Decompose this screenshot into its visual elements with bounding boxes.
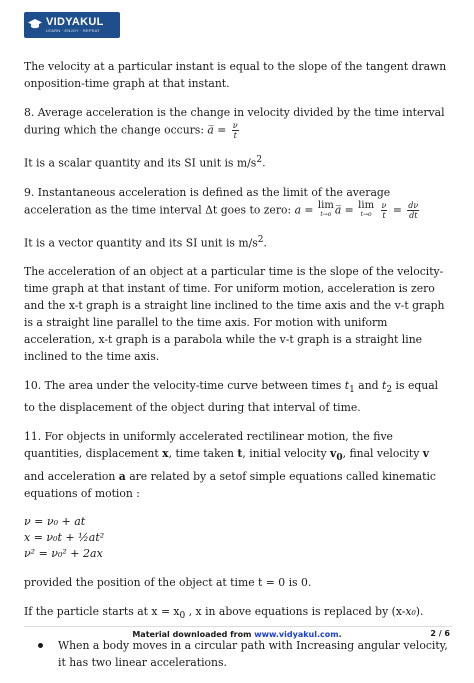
- bold-v0-subscript: 0: [336, 453, 343, 464]
- formula-abar-equals: a̅ =: [334, 203, 354, 217]
- page-number: 2 / 6: [430, 629, 450, 638]
- paragraph-scalar-unit: [24, 152, 452, 172]
- limit-operator: [318, 201, 334, 219]
- paragraph-velocity-slope: The velocity at a particular instant is equal to the slope of the tangent drawn onposition-time graph at that instant.: [24, 60, 447, 90]
- area-text-a: 10. The area under the velocity-time curve between times: [24, 379, 345, 393]
- fraction-v-over-t: [381, 201, 388, 220]
- fraction-denominator: t: [233, 131, 237, 140]
- footer-prefix: Material downloaded from: [132, 630, 255, 639]
- fraction-numerator: ν: [381, 200, 387, 210]
- bold-x: x: [162, 447, 169, 461]
- brand-name: VIDYAKUL: [46, 16, 104, 28]
- variable-t1: t: [344, 379, 350, 393]
- vector-unit-text: It is a vector quantity and its SI unit is m/s: [24, 236, 258, 250]
- subscript-0: 0: [179, 610, 186, 621]
- equation-3: ν² = ν₀² + 2ax: [24, 546, 103, 560]
- fraction-numerator: ν: [232, 121, 238, 130]
- kinematic-equations: [24, 514, 452, 562]
- subscript-1: 1: [349, 385, 355, 396]
- kinematic-text-d: , final velocity: [342, 447, 423, 461]
- subscript-2: 2: [386, 385, 393, 396]
- bullet-dot-icon: [38, 643, 43, 648]
- formula-abar: a̅ =: [207, 123, 230, 137]
- equation-2: x = ν₀t + ½at²: [24, 530, 105, 544]
- scalar-unit-text: It is a scalar quantity and its SI unit is m/s: [24, 156, 257, 170]
- period: .: [262, 156, 266, 170]
- particle-text-c: ).: [415, 604, 424, 618]
- bold-a: a: [118, 469, 126, 483]
- average-acceleration-text: 8. Average acceleration is the change in velocity divided by the time interval during which the change occurs:: [24, 106, 445, 137]
- bold-v0: v: [330, 447, 337, 461]
- bullet-text: When a body moves in a circular path with Increasing angular velocity, it has two linear accelerations.: [58, 638, 448, 669]
- paragraph-kinematic-intro: [24, 428, 452, 501]
- footer-link[interactable]: www.vidyakul.com: [254, 630, 339, 639]
- superscript-2: 2: [256, 155, 263, 165]
- superscript-2: 2: [257, 234, 264, 245]
- footer-suffix: .: [338, 630, 342, 639]
- vidyakul-logo: [24, 12, 120, 38]
- paragraph-area-under-curve: [24, 377, 452, 416]
- bold-v: v: [422, 447, 430, 461]
- footer-divider: [24, 626, 452, 627]
- paragraph-initial-position: provided the position of the object at time t = 0 is 0.: [24, 575, 312, 589]
- fraction-v-over-t: [232, 121, 239, 140]
- paragraph-graph-slope: The acceleration of an object at a particular time is the slope of the velocity-time graph at that instant of time. For uniform motion, acceleration is zero and the x-t graph is a straight line inclined to the time axis and the v-t graph is a straight line parallel to the time axis. For motion with uniform acceleration, x-t graph is a parabola while the v-t graph is a straight line inclined to the time axis.: [24, 265, 445, 364]
- list-item: [24, 637, 452, 671]
- kinematic-text-c: , initial velocity: [242, 447, 331, 461]
- paragraph-particle-start: [24, 603, 452, 625]
- lim-subscript: t→o: [320, 211, 332, 219]
- period: .: [263, 236, 267, 250]
- variable-t2: t: [382, 379, 387, 393]
- limit-operator-2: [358, 201, 374, 219]
- graduation-cap-icon: [28, 18, 42, 30]
- lim-subscript: t→o: [360, 211, 372, 219]
- kinematic-text-e: and acceleration: [24, 469, 119, 483]
- paragraph-vector-unit: [24, 232, 452, 252]
- bold-t: t: [237, 447, 243, 461]
- brand-tagline: LEARN · ENJOY · REPEAT: [46, 28, 100, 33]
- kinematic-text-f: are related by a setof simple equations called kinematic equations of motion :: [24, 469, 436, 500]
- particle-text-b: , x in above equations is replaced by (x-: [185, 604, 406, 618]
- kinematic-text-a: 11. For objects in uniformly accelerated rectilinear motion, the five quantities, displacement: [24, 430, 393, 461]
- formula-a-equals: a =: [294, 203, 314, 217]
- fraction-dv-over-dt: [407, 201, 419, 220]
- and-text: and: [354, 379, 383, 393]
- particle-text-a: If the particle starts at x = x: [24, 604, 180, 618]
- page-content: [24, 58, 452, 683]
- equation-1: ν = ν₀ + at: [24, 514, 86, 528]
- footer: [0, 630, 474, 639]
- kinematic-text-b: , time taken: [168, 447, 238, 461]
- area-text-b: is equal to the displacement of the object during that interval of time.: [24, 379, 439, 415]
- paragraph-instantaneous-acceleration: [24, 184, 452, 220]
- variable-x0: x₀: [405, 604, 416, 618]
- fraction-denominator: dt: [409, 210, 418, 220]
- fraction-denominator: t: [382, 210, 386, 220]
- fraction-numerator: dν: [408, 200, 419, 210]
- lim-text: lim: [358, 200, 375, 212]
- instantaneous-acceleration-text: 9. Instantaneous acceleration is defined as the limit of the average acceleration as the time interval Δt goes to zero:: [24, 185, 391, 217]
- lim-text: lim: [317, 200, 334, 212]
- paragraph-average-acceleration: [24, 104, 452, 140]
- equals-sign: =: [392, 203, 402, 217]
